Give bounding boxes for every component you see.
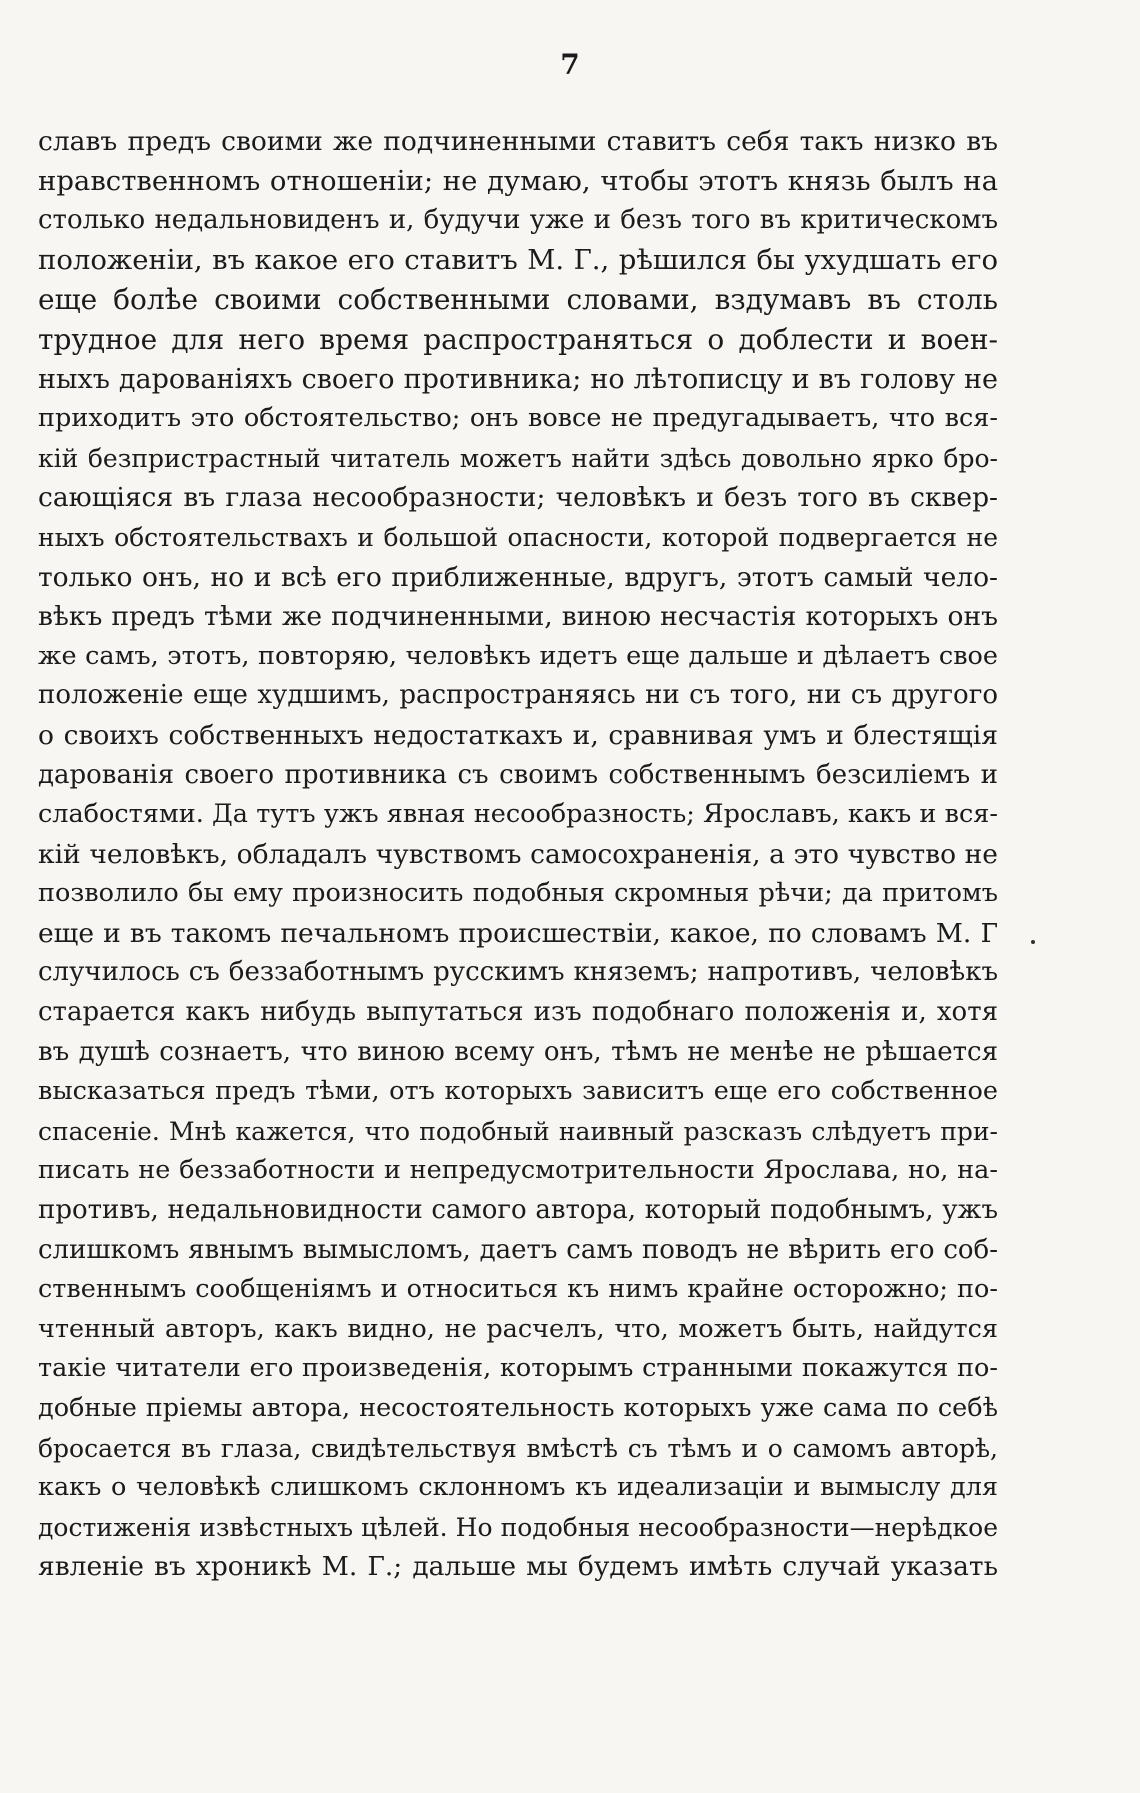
text-line: высказаться предъ тѣми, отъ которыхъ зависитъ еще его собственное xyxy=(38,1076,998,1107)
text-line: еще и въ такомъ печальномъ происшествіи, какое, по словамъ М. Г xyxy=(38,917,998,949)
text-line: кій безпристрастный читатель можетъ найти здѣсь довольно ярко бро- xyxy=(38,443,998,473)
text-line: добные пріемы автора, несостоятельность которыхъ уже сама по себѣ xyxy=(38,1393,998,1423)
text-line: такіе читатели его произведенія, которымъ странными покажутся по- xyxy=(38,1353,998,1384)
text-line: противъ, недальновидности самого автора, который подобнымъ, ужъ xyxy=(38,1195,998,1226)
text-line: столько недальновиденъ и, будучи уже и безъ того въ критическомъ xyxy=(38,205,998,236)
text-line: въ душѣ сознаетъ, что виною всему онъ, тѣмъ не менѣе не рѣшается xyxy=(38,1036,998,1067)
text-line: сающіяся въ глаза несообразности; человѣкъ и безъ того въ сквер- xyxy=(38,482,998,514)
text-line: достиженія извѣстныхъ цѣлей. Но подобныя несообразности—нерѣдкое xyxy=(38,1512,998,1542)
text-line: явленіе въ хроникѣ М. Г.; дальше мы будемъ имѣть случай указать xyxy=(38,1551,998,1583)
text-line: нравственномъ отношеніи; не думаю, чтобы этотъ князь былъ на xyxy=(38,164,998,197)
text-line: еще болѣе своими собственными словами, вздумавъ въ столь xyxy=(38,283,998,317)
text-line: же самъ, этотъ, повторяю, человѣкъ идетъ еще дальше и дѣлаетъ свое xyxy=(38,640,998,671)
text-line: трудное для него время распространяться о доблести и воен- xyxy=(38,322,998,356)
text-line: ственнымъ сообщеніямъ и относиться къ нимъ крайне осторожно; по- xyxy=(38,1274,998,1305)
print-speck xyxy=(1031,940,1035,944)
text-line: только онъ, но и всѣ его приближенные, вдругъ, этотъ самый чело- xyxy=(38,561,998,593)
text-line: старается какъ нибудь выпутаться изъ подобнаго положенія и, хотя xyxy=(38,997,998,1028)
text-line: позволило бы ему произносить подобныя скромныя рѣчи; да притомъ xyxy=(38,878,998,909)
text-line: бросается въ глаза, свидѣтельствуя вмѣстѣ съ тѣмъ и о самомъ авторѣ, xyxy=(38,1433,998,1463)
text-line: положеніе еще худшимъ, распространяясь ни съ того, ни съ другого xyxy=(38,680,998,711)
text-line: ныхъ обстоятельствахъ и большой опасности, которой подвергается не xyxy=(38,522,998,552)
page-number: 7 xyxy=(560,48,580,81)
text-line: дарованія своего противника съ своимъ собственнымъ безсиліемъ и xyxy=(38,759,998,790)
text-line: о своихъ собственныхъ недостаткахъ и, сравнивая умъ и блестящія xyxy=(38,719,998,751)
text-line: славъ предъ своими же подчиненными ставитъ себя такъ низко въ xyxy=(38,126,998,157)
text-line: кій человѣкъ, обладалъ чувствомъ самосохраненія, а это чувство не xyxy=(38,838,998,870)
text-line: положеніи, въ какое его ставитъ М. Г., рѣшился бы ухудшать его xyxy=(38,243,998,276)
text-line: слишкомъ явнымъ вымысломъ, даетъ самъ поводъ не вѣрить его соб- xyxy=(38,1234,998,1265)
text-line: писать не беззаботности и непредусмотрительности Ярослава, но, на- xyxy=(38,1155,998,1186)
text-line: спасеніе. Мнѣ кажется, что подобный наивный разсказъ слѣдуетъ при- xyxy=(38,1116,998,1146)
text-line: слабостями. Да тутъ ужъ явная несообразность; Ярославъ, какъ и вся- xyxy=(38,799,998,830)
text-line: вѣкъ предъ тѣми же подчиненными, виною несчастія которыхъ онъ xyxy=(38,601,998,633)
text-line: какъ о человѣкѣ слишкомъ склонномъ къ идеализаціи и вымыслу для xyxy=(38,1472,998,1503)
text-line: случилось съ беззаботнымъ русскимъ княземъ; напротивъ, человѣкъ xyxy=(38,957,998,988)
text-line: ныхъ дарованіяхъ своего противника; но лѣтописцу и въ голову не xyxy=(38,363,998,395)
text-line: чтенный авторъ, какъ видно, не расчелъ, что, можетъ быть, найдутся xyxy=(38,1313,998,1344)
body-text xyxy=(38,122,998,1587)
text-line: приходитъ это обстоятельство; онъ вовсе не предугадываетъ, что вся- xyxy=(38,403,998,434)
